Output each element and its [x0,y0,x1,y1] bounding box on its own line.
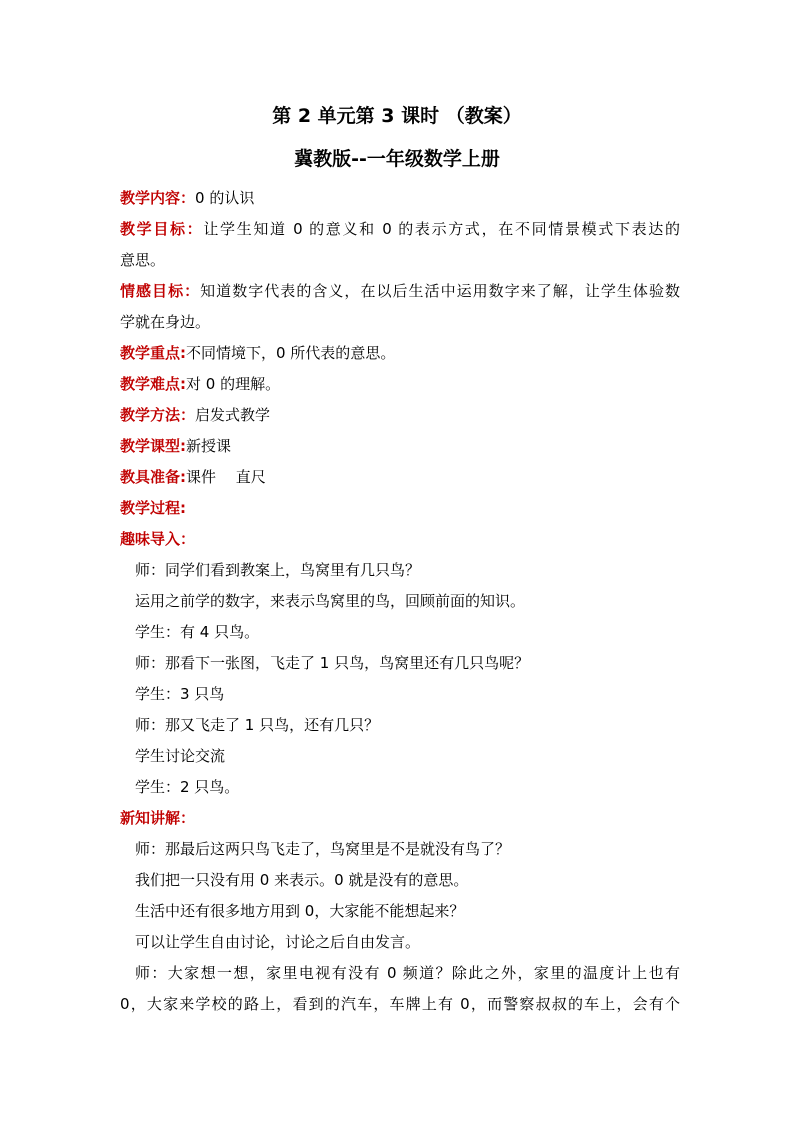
intro-line: 学生讨论交流 [135,747,226,765]
teaching-key-label: 教学重点: [120,344,186,362]
newknowledge-line: 我们把一只没有用 0 来表示。0 就是没有的意思。 [135,871,469,889]
teaching-goal-line1 [120,214,680,245]
emotion-goal-line2: 学就在身边。 [120,313,211,331]
teaching-tools [120,462,680,493]
intro-line: 学生：3 只鸟 [135,685,225,703]
document-body [120,183,680,1020]
teaching-difficulty-text: 对 0 的理解。 [186,375,281,393]
teaching-process [120,493,680,524]
newknowledge-heading-label: 新知讲解： [120,809,196,827]
emotion-goal-label: 情感目标： [120,282,201,300]
lesson-type-text: 新授课 [186,437,232,455]
teaching-process-label: 教学过程: [120,499,186,517]
newknowledge-line: 生活中还有很多地方用到 0，大家能不能想起来？ [135,902,465,920]
lesson-type-label: 教学课型: [120,437,186,455]
intro-heading [120,524,680,555]
newknowledge-line: 师：那最后这两只鸟飞走了，鸟窝里是不是就没有鸟了？ [135,840,511,858]
teaching-goal-line2: 意思。 [120,251,166,269]
emotion-goal-line1 [120,276,680,307]
teaching-difficulty [120,369,680,400]
intro-line: 师：同学们看到教案上，鸟窝里有几只鸟？ [135,561,421,579]
teaching-tools-text: 课件 直尺 [186,468,266,486]
intro-line: 学生：2 只鸟。 [135,778,240,796]
newknowledge-line: 可以让学生自由讨论，讨论之后自由发言。 [135,933,421,951]
teaching-difficulty-label: 教学难点: [120,375,186,393]
teaching-method-label: 教学方法： [120,406,196,424]
emotion-goal-text: 知道数字代表的含义，在以后生活中运用数字来了解，让学生体验数 [200,282,680,300]
teaching-tools-label: 教具准备: [120,468,186,486]
intro-heading-label: 趣味导入： [120,530,196,548]
teaching-content [120,183,680,214]
lesson-type [120,431,680,462]
page-title: 第 2 单元第 3 课时 （教案） [272,105,522,127]
intro-line: 运用之前学的数字，来表示鸟窝里的鸟，回顾前面的知识。 [135,592,526,610]
teaching-content-label: 教学内容： [120,189,196,207]
intro-line: 学生：有 4 只鸟。 [135,623,260,641]
newknowledge-line: 师：大家想一想，家里电视有没有 0 频道？除此之外，家里的温度计上也有 [135,964,680,982]
intro-line: 师：那看下一张图，飞走了 1 只鸟，鸟窝里还有几只鸟呢？ [135,654,530,672]
newknowledge-heading [120,803,680,834]
page-subtitle: 冀教版--一年级数学上册 [294,148,500,170]
teaching-goal-text: 让学生知道 0 的意义和 0 的表示方式，在不同情景模式下表达的 [203,220,680,238]
teaching-key-text: 不同情境下，0 所代表的意思。 [186,344,396,362]
teaching-content-text: 0 的认识 [195,189,255,207]
intro-line: 师：那又飞走了 1 只鸟，还有几只？ [135,716,380,734]
teaching-goal-label: 教学目标： [120,220,204,238]
newknowledge-line: 0，大家来学校的路上，看到的汽车，车牌上有 0，而警察叔叔的车上，会有个 [120,995,680,1013]
teaching-key [120,338,680,369]
teaching-method-text: 启发式教学 [195,406,271,424]
teaching-method [120,400,680,431]
